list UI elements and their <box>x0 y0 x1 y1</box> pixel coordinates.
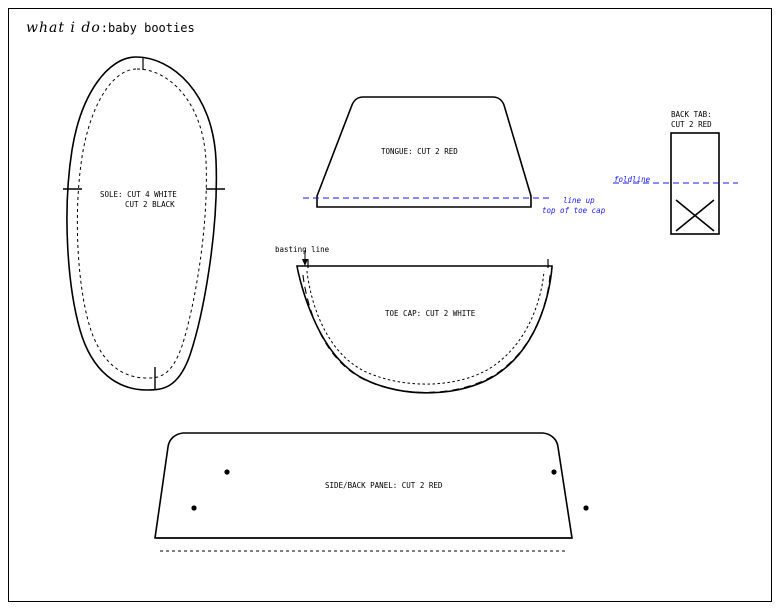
panel-dot-lower-right <box>583 505 588 510</box>
back-tab-foldline-label: foldline <box>614 175 651 184</box>
side-back-panel-piece <box>155 433 589 551</box>
toe-cap-outline <box>297 266 552 393</box>
sole-outline <box>67 57 216 390</box>
sole-label-line1: SOLE: CUT 4 WHITE <box>100 190 177 199</box>
panel-dot-upper-left <box>224 469 229 474</box>
tongue-top-of-toe-cap-label: top of toe cap <box>542 206 606 215</box>
panel-dot-lower-left <box>191 505 196 510</box>
tongue-line-up-label: line up <box>563 196 595 205</box>
page-title-script: what i do <box>26 20 101 36</box>
toe-cap-basting-line <box>303 275 550 392</box>
sole-label-line2: CUT 2 BLACK <box>125 200 175 209</box>
toe-cap-seam-dotted <box>307 271 544 384</box>
page-title-rest: :baby booties <box>100 21 195 35</box>
tongue-label: TONGUE: CUT 2 RED <box>381 147 458 156</box>
panel-dot-upper-right <box>551 469 556 474</box>
sole-piece <box>63 57 225 390</box>
side-back-panel-label: SIDE/BACK PANEL: CUT 2 RED <box>325 481 443 490</box>
sole-stitch-line <box>77 69 206 378</box>
back-tab-label-line1: BACK TAB: <box>671 110 712 119</box>
basting-line-arrow <box>302 259 308 266</box>
basting-line-label: basting line <box>275 245 330 254</box>
toe-cap-label: TOE CAP: CUT 2 WHITE <box>385 309 476 318</box>
toe-cap-piece <box>297 250 552 393</box>
back-tab-label-line2: CUT 2 RED <box>671 120 712 129</box>
